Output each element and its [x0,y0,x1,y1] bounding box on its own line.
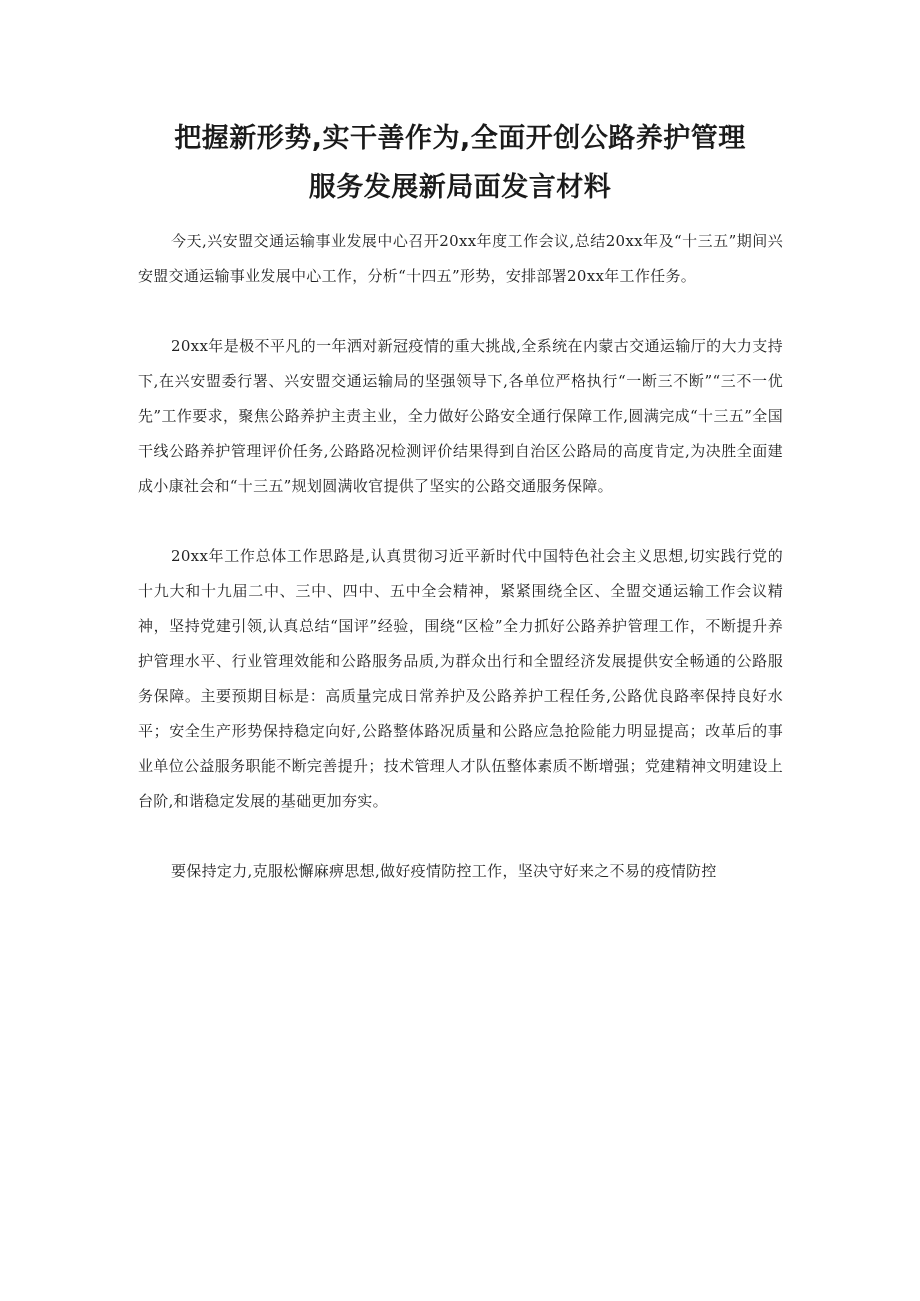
document-title-line-1: 把握新形势,实干善作为,全面开创公路养护管理 [174,123,746,154]
paragraph-2: 20xx年是极不平凡的一年洒对新冠疫情的重大挑战,全系统在内蒙古交通运输厅的大力支持下,在兴安盟委行署、兴安盟交通运输局的坚强领导下,各单位严格执行“一断三不断”“三不一优先”工作要求，聚焦公路养护主责主业，全力做好公路安全通行保障工作,圆满完成“十三五”全国干线公路养护管理评价任务,公路路况检测评价结果得到自治区公路局的高度肯定,为决胜全面建成小康社会和“十三五”规划圆满收官提供了坚实的公路交通服务保障。 [138,337,783,495]
paragraph-3: 20xx年工作总体工作思路是,认真贯彻习近平新时代中国特色社会主义思想,切实践行党的十九大和十九届二中、三中、四中、五中全会精神，紧紧围绕全区、全盟交通运输工作会议精神，坚持党建引领,认真总结“国评”经验，围绕“区检”全力抓好公路养护管理工作，不断提升养护管理水平、行业管理效能和公路服务品质,为群众出行和全盟经济发展提供安全畅通的公路服务保障。主要预期目标是：高质量完成日常养护及公路养护工程任务,公路优良路率保持良好水平；安全生产形势保持稳定向好,公路整体路况质量和公路应急抢险能力明显提高；改革后的事业单位公益服务职能不断完善提升；技术管理人才队伍整体素质不断增强；党建精神文明建设上台阶,和谐稳定发展的基础更加夯实。 [138,547,783,810]
paragraph-4: 要保持定力,克服松懈麻痹思想,做好疫情防控工作，坚决守好来之不易的疫情防控 [171,862,717,880]
paragraph-1: 今天,兴安盟交通运输事业发展中心召开20xx年度工作会议,总结20xx年及“十三五”期间兴安盟交通运输事业发展中心工作，分析“十四五”形势，安排部署20xx年工作任务。 [138,232,783,285]
document-body [138,224,783,924]
document-title-line-2: 服务发展新局面发言材料 [308,172,612,203]
